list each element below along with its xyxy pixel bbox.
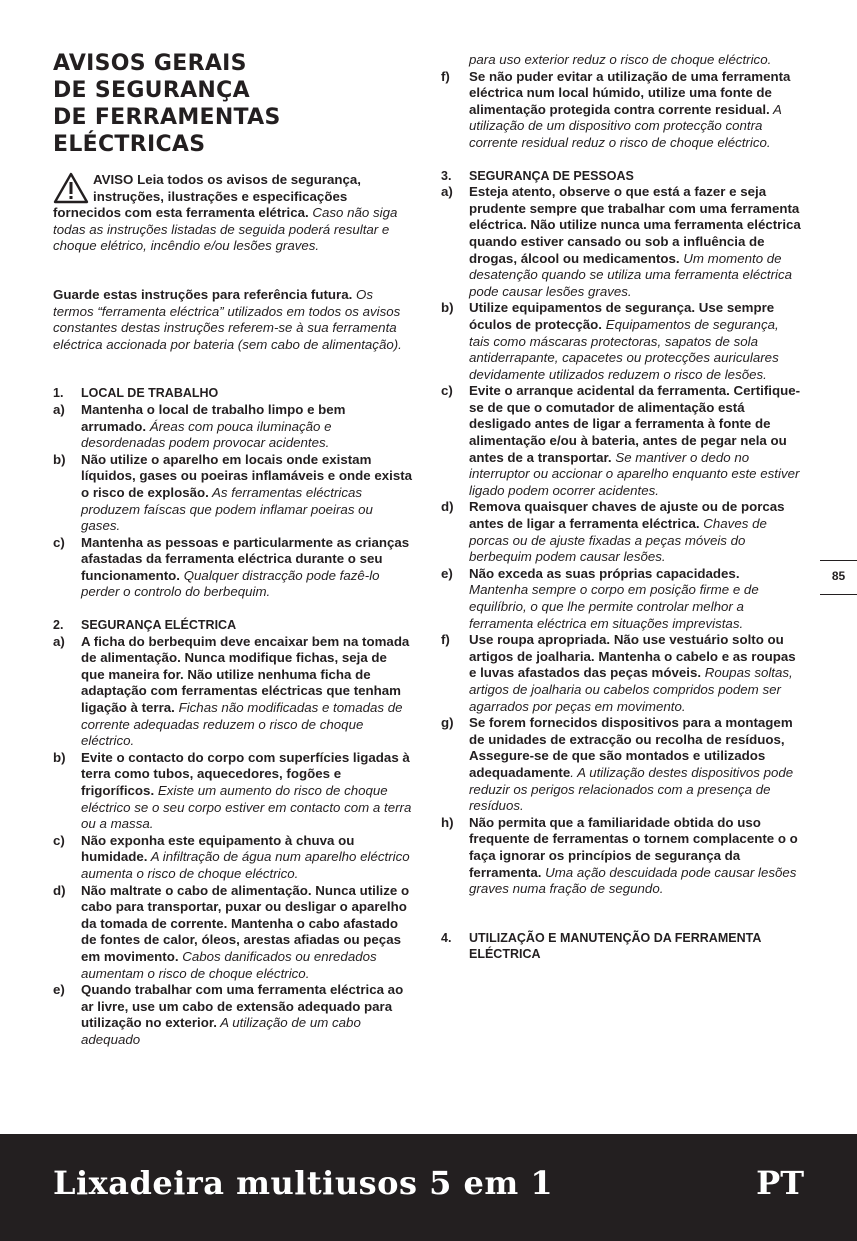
title-line: AVISOS GERAIS [53,51,247,76]
item-italic: A utilização de um dispositivo com protecção contra corrente residual reduz o risco de choque eléctrico. [469,101,782,150]
keep-bold: Guarde estas instruções para referência futura. [53,286,353,302]
keep-italic: Os termos “ferramenta eléctrica” utilizados em todos os avisos constantes destas instruções referem-se à sua ferramenta eléctrica accionada por bateria (sem cabo de alimentação). [53,286,402,352]
section-number: 3. [441,168,452,183]
item-italic: Áreas com pouca iluminação e desordenadas podem provocar acidentes. [81,418,332,451]
title-line: ELÉCTRICAS [53,132,206,157]
item-bold: Não maltrate o cabo de alimentação. Nunca utilize o cabo para transportar, puxar ou desligar o aparelho da tomada de corrente. Mantenha o cabo afastado de fontes de calor, óleos, arestas afiadas ou peças em movimento. [81,882,410,964]
item-letter: b) [441,300,454,316]
section-number: 1. [53,386,64,401]
warning-italic: Caso não siga todas as instruções listadas de seguida poderá resultar e choque elétrico, incêndio e/ou lesões graves. [53,205,398,254]
item-bold: Evite o contacto do corpo com superfícies ligadas à terra como tubos, aquecedores, fogões e frigoríficos. [81,749,410,798]
warning-paragraph [53,172,413,255]
left-column [53,172,413,1049]
section-number: 2. [53,618,64,633]
item-italic: Qualquer distracção pode fazê-lo perder o controlo do berbequim. [81,567,380,600]
item-letter: a) [53,401,65,417]
title-line: DE SEGURANÇA [53,78,250,103]
page-tab-line-bottom [820,594,857,595]
warning-label: AVISO [93,172,134,187]
page-number: 85 [831,569,846,583]
item-italic: As ferramentas eléctricas produzem faíscas que podem inflamar poeiras ou gases. [81,484,373,534]
item-bold: Mantenha o local de trabalho limpo e bem arrumado. [81,401,346,434]
item-italic: Chaves de porcas ou de ajuste fixadas a peças móveis do berbequim podem causar lesões. [469,516,767,565]
item-letter: e) [441,565,453,581]
item-letter: f) [441,68,450,84]
item-italic: Uma ação descuidada pode causar lesões graves numa fração de segundo. [469,864,797,897]
page-title [53,50,393,158]
list-item [53,982,413,1048]
item-bold: Não permita que a familiaridade obtida do uso frequente de ferramentas o tornem complacente o o faça ignorar os princípios de segurança da ferramenta. [469,814,798,880]
item-italic: Mantenha sempre o corpo em posição firme e de equilíbrio, o que lhe permite controlar melhor a ferramenta eléctrica em situações imprevistas. [469,582,759,631]
item-italic: Cabos danificados ou enredados aumentam o risco de choque eléctrico. [81,948,377,981]
item-letter: a) [441,184,453,200]
keep-instructions-paragraph [53,287,413,353]
item-bold: Não exceda as suas próprias capacidades. [469,565,740,581]
language-code: PT [756,1164,804,1202]
item-letter: d) [441,499,454,515]
list-item [53,402,413,452]
section-heading [441,168,801,185]
section-title: SEGURANÇA DE PESSOAS [469,168,634,183]
list-item [53,750,413,833]
item-bold: Mantenha as pessoas e particularmente as crianças afastadas da ferramenta eléctrica durante o seu funcionamento. [81,534,410,583]
section-heading [53,617,413,634]
section-title: UTILIZAÇÃO E MANUTENÇÃO DA FERRAMENTA ELÉCTRICA [469,930,761,962]
item-letter: c) [53,832,65,848]
item-letter: a) [53,633,65,649]
right-column [441,52,801,963]
list-item [441,300,801,383]
item-letter: b) [53,749,66,765]
item-letter: b) [53,451,66,467]
item-italic: Se mantiver o dedo no interruptor ou accionar o aparelho enquanto este estiver ligado podem ocorrer acidentes. [469,449,800,498]
item-letter: c) [53,534,65,550]
list-item [441,184,801,300]
item-bold: Evite o arranque acidental da ferramenta. Certifique-se de que o comutador de alimentação está desligado antes de ligar a ferramenta à fonte de alimentação e/ou à bateria, antes de pegar nela ou antes de a transportar. [469,383,801,465]
section-title: LOCAL DE TRABALHO [81,386,219,401]
list-item [441,499,801,565]
item-italic: Fichas não modificadas e tomadas de corrente adequadas reduzem o risco de choque eléctrico. [81,700,403,749]
item-italic: A utilização de um cabo adequado [81,1015,361,1047]
list-item [441,715,801,815]
item-bold: Não exponha este equipamento à chuva ou humidade. [81,832,355,865]
item-italic: A infiltração de água num aparelho eléctrico aumenta o risco de choque eléctrico. [81,849,410,881]
item-bold: Use roupa apropriada. Não use vestuário solto ou artigos de joalharia. Mantenha o cabelo e as roupas e luvas afastados das peças móveis. [469,632,796,681]
section-title: SEGURANÇA ELÉCTRICA [81,618,237,633]
list-item [441,383,801,499]
section-heading [441,930,801,963]
item-bold: Se forem fornecidos dispositivos para a montagem de unidades de extracção ou recolha de resíduos, Assegure-se de que são montados e utilizados adequadamente [469,715,793,780]
list-item [441,632,801,715]
warning-triangle-icon [53,172,89,204]
item-italic: . A utilização destes dispositivos pode reduzir os perigos relacionados com a presença de resíduos. [469,764,794,814]
item-italic: Roupas soltas, artigos de joalharia ou cabelos compridos podem ser agarrados por peças em movimento. [469,665,793,714]
list-item [53,883,413,983]
list-item [441,69,801,152]
continued-text: para uso exterior reduz o risco de choque eléctrico. [469,52,772,67]
item-bold: A ficha do berbequim deve encaixar bem na tomada de alimentação. Nunca modifique fichas, seja de que maneira for. Não utilize nenhuma ficha de adaptação com ferramentas eléctricas que tenham ligação à terra. [81,633,410,716]
item-bold: Se não puder evitar a utilização de uma ferramenta eléctrica num local húmido, utilize uma fonte de alimentação protegida contra corrente residual. [469,68,791,117]
item-bold: Quando trabalhar com uma ferramenta eléctrica ao ar livre, use um cabo de extensão adequado para utilização no exterior. [81,982,404,1031]
item-bold: Utilize equipamentos de segurança. Use sempre óculos de protecção. [469,300,775,332]
item-letter: e) [53,982,65,998]
list-item [53,452,413,535]
list-item [53,833,413,883]
item-italic: Um momento de desatenção quando se utiliza uma ferramenta eléctrica pode causar lesões graves. [469,250,793,299]
item-italic: Equipamentos de segurança, tais como máscaras protectoras, sapatos de sola antiderrapante, capacetes ou protecções auriculares devidamente utilizados reduzem o risco de lesões. [469,316,779,382]
list-item [53,634,413,750]
list-item [441,566,801,632]
item-bold: Remova quaisquer chaves de ajuste ou de porcas antes de ligar a ferramenta eléctrica. [469,499,785,532]
footer-title: Lixadeira multiusos 5 em 1 [53,1164,554,1202]
item-letter: g) [441,715,454,731]
item-bold: Esteja atento, observe o que está a fazer e seja prudente sempre que trabalhar com uma ferramenta eléctrica. Não utilize nunca uma ferramenta eléctrica quando estiver cansado ou sob a influência de drogas, álcool ou medicamentos. [469,184,801,266]
item-letter: f) [441,632,450,648]
item-letter: c) [441,383,453,399]
footer-bar [0,1134,857,1241]
section-number: 4. [441,930,452,945]
section-heading [53,385,413,402]
title-line: DE FERRAMENTAS [53,105,281,130]
item-letter: d) [53,882,66,898]
item-italic: Existe um aumento do risco de choque eléctrico se o seu corpo estiver em contacto com a terra ou a massa. [81,783,412,832]
list-item [441,815,801,898]
item-letter: h) [441,814,454,830]
page-tab-line-top [820,560,857,561]
item-bold: Não utilize o aparelho em locais onde existam líquidos, gases ou poeiras inflamáveis e onde exista o risco de explosão. [81,451,413,500]
list-item [53,535,413,601]
warning-bold: Leia todos os avisos de segurança, instruções, ilustrações e especificações fornecidos com esta ferramenta elétrica. [53,172,361,221]
